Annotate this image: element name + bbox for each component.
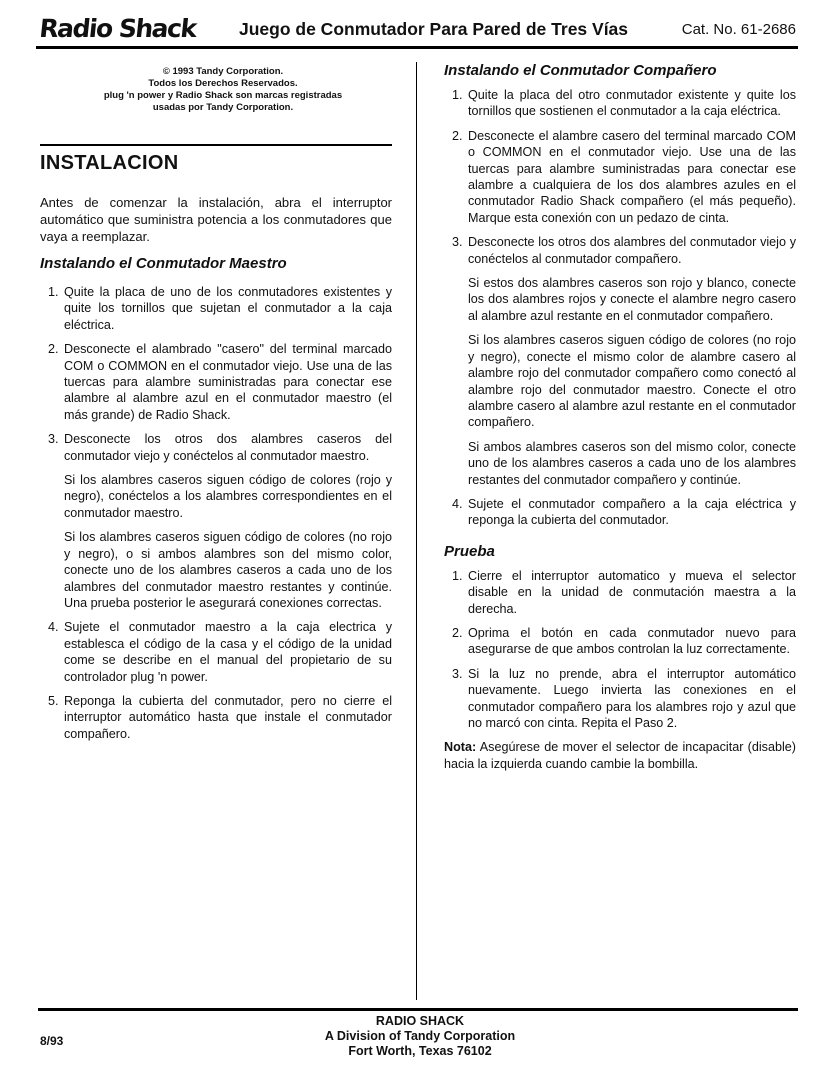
step-number: 2. (48, 342, 59, 357)
footer-rule (38, 1008, 798, 1011)
step-text: Desconecte los otros dos alambres caseros del conmutador viejo y conéctelos al conmutador maestro. (64, 432, 392, 463)
step-text: Desconecte el alambre casero del terminal marcado COM o COMMON en el conmutador viejo. Use una de las tuercas para alambre suministradas para conectar ese alambre a cualquiera de los dos alambres azules en el conmutador Radio Shack compañero (el más pequeño). Marque esta conexión con un pedazo de cinta. (468, 128, 796, 225)
catalog-number: Cat. No. 61-2686 (681, 21, 796, 38)
header (38, 8, 798, 48)
step-item (40, 619, 392, 685)
note-text: Asegúrese de mover el selector de incapacitar (disable) hacia la izquierda cuando cambie la bombilla. (444, 740, 796, 771)
installation-heading: INSTALACION (40, 152, 179, 174)
step-item (40, 341, 392, 423)
footer-division: A Division of Tandy Corporation (324, 1029, 516, 1043)
companion-steps (444, 87, 796, 529)
footer-date: 8/93 (40, 1034, 64, 1048)
step-item (40, 431, 392, 611)
step-text: Desconecte los otros dos alambres del conmutador viejo y conéctelos al conmutador compañero. (468, 235, 796, 266)
step-item (444, 568, 796, 617)
section-rule (40, 144, 392, 146)
copyright-line: © 1993 Tandy Corporation. (162, 66, 284, 77)
note (444, 739, 796, 772)
step-text: Reponga la cubierta del conmutador, pero no cierre el interruptor automático hasta que instale el conmutador compañero. (64, 693, 392, 741)
step-text: Quite la placa del otro conmutador existente y quite los tornillos que sostienen el conmutador a la caja eléctrica. (468, 88, 796, 119)
step-number: 2. (452, 625, 463, 640)
footer-city: Fort Worth, Texas 76102 (348, 1044, 492, 1058)
step-item (444, 666, 796, 732)
step-item (444, 128, 796, 226)
step-number: 2. (452, 128, 463, 143)
document-title: Juego de Conmutador Para Pared de Tres Vías (239, 19, 629, 39)
step-number: 5. (48, 693, 59, 708)
step-text: Quite la placa de uno de los conmutadores existentes y quite los tornillos que sujetan el conmutador a la caja eléctrica. (64, 285, 392, 332)
step-number: 3. (452, 666, 463, 681)
step-text: Si los alambres caseros siguen código de colores (no rojo y negro), o si ambos alambres son del mismo color, conecte uno de los alambres caseros a cada uno de los alambres del conmutador maestro restantes y continúe. Una prueba posterior le asegurará conexiones correctas. (64, 530, 392, 610)
test-steps (444, 568, 796, 732)
right-column (444, 58, 796, 785)
step-text: Si estos dos alambres caseros son rojo y blanco, conecte los dos alambres rojos y conecte el alambre negro casero al alambre azul restante en el conmutador compañero. (468, 276, 796, 323)
test-heading: Prueba (444, 542, 495, 560)
left-column (40, 58, 392, 742)
header-rule (36, 46, 798, 49)
step-text: Si los alambres caseros siguen código de colores (rojo y negro), conéctelos a los alambres correspondientes en el conmutador maestro. (64, 473, 392, 520)
step-item (444, 625, 796, 658)
step-number: 1. (48, 285, 59, 299)
step-text: Si la luz no prende, abra el interruptor automático nuevamente. Luego invierta las conexiones en el conmutador compañero para los alambres rojo y azul que no marcó con cinta. Repita el Paso 2. (468, 666, 796, 730)
copyright-line: plug 'n power y Radio Shack son marcas registradas (103, 90, 343, 101)
step-number: 3. (48, 432, 59, 447)
copyright-line: usadas por Tandy Corporation. (152, 102, 294, 113)
footer-company: RADIO SHACK (375, 1014, 465, 1028)
step-item (40, 693, 392, 742)
step-text: Si los alambres caseros siguen código de colores (no rojo y negro), conecte el mismo color de alambre casero al alambre rojo del conmutador compañero como conectó al alambre rojo del conmutador maestro. Conecte el otro alambre casero al alambre azul restante en el conmutador compañero. (468, 333, 796, 430)
step-text: Cierre el interruptor automatico y mueva el selector disable en la unidad de conmutación maestra a la derecha. (468, 568, 796, 616)
step-item (444, 496, 796, 529)
step-item (40, 284, 392, 333)
step-text: Sujete el conmutador maestro a la caja electrica y establesca el código de la casa y el código de la unidad come se describe en el manual del propietario de su controlador plug 'n power. (64, 620, 392, 684)
note-label: Nota: (444, 740, 477, 755)
installation-intro: Antes de comenzar la instalación, abra el interruptor automático que suministra potencia a los conmutadores que vaya a reemplazar. (40, 195, 392, 244)
master-steps (40, 284, 392, 742)
step-number: 3. (452, 235, 463, 250)
master-switch-heading: Instalando el Conmutador Maestro (40, 255, 287, 272)
step-text: Sujete el conmutador compañero a la caja eléctrica y reponga la cubierta del conmutador. (468, 496, 796, 528)
radio-shack-logo: Radio Shack (38, 14, 198, 43)
step-text: Desconecte el alambrado "casero" del terminal marcado COM o COMMON en el conmutador viejo. Use una de las tuercas para alambre suministradas para conectar ese alambre al alambre azul en el conmutador maestro (el más grande) de Radio Shack. (64, 342, 392, 422)
step-number: 1. (452, 568, 463, 583)
step-number: 1. (452, 88, 463, 102)
column-divider (416, 62, 417, 1000)
step-number: 4. (48, 620, 59, 635)
step-text: Si ambos alambres caseros son del mismo color, conecte uno de los alambres caseros a cada uno de los alambres restantes del conmutador compañero y continúe. (468, 439, 796, 487)
companion-switch-heading: Instalando el Conmutador Compañero (444, 62, 717, 79)
footer-address (280, 1014, 560, 1059)
step-number: 4. (452, 496, 463, 511)
step-item (444, 87, 796, 120)
copyright-line: Todos los Derechos Reservados. (148, 78, 298, 89)
step-item (444, 234, 796, 488)
copyright-notice (40, 66, 392, 114)
step-text: Oprima el botón en cada conmutador nuevo para asegurarse de que ambos controlan la luz correctamente. (468, 625, 796, 657)
